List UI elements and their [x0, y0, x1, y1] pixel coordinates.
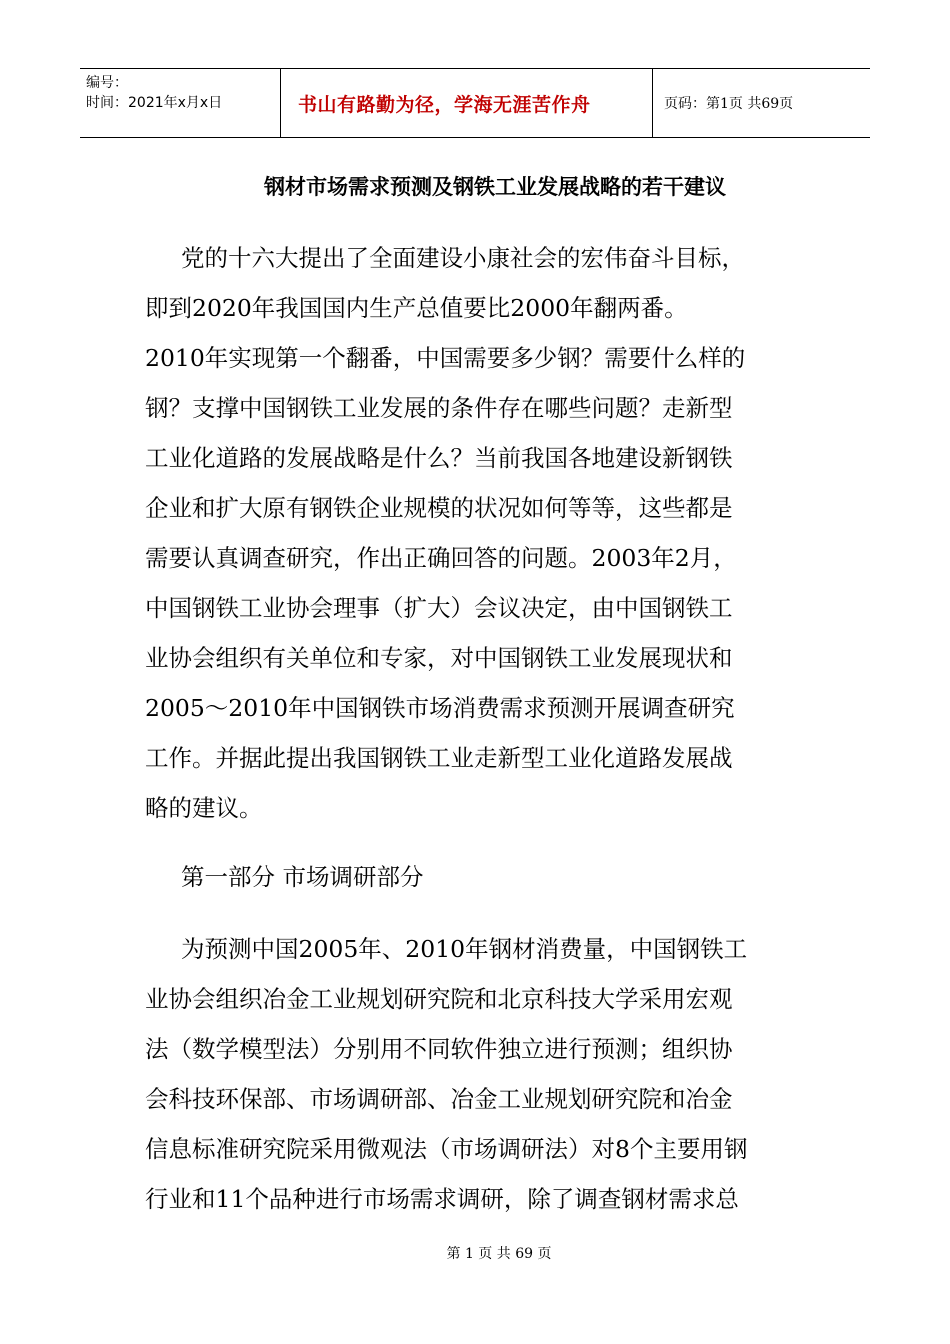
paragraph-line: 钢？支撑中国钢铁工业发展的条件存在哪些问题？走新型	[145, 394, 733, 422]
header-motto: 书山有路勤为径，学海无涯苦作舟	[280, 69, 653, 137]
paragraph-line: 2010年实现第一个翻番，中国需要多少钢？需要什么样的	[145, 344, 746, 372]
paragraph-line: 即到2020年我国国内生产总值要比2000年翻两番。	[145, 294, 688, 322]
paragraph-line: 企业和扩大原有钢铁企业规模的状况如何等等，这些都是	[145, 494, 733, 522]
header-meta	[80, 69, 280, 137]
document-date-label: 时间：2021年x月x日	[86, 95, 223, 111]
paragraph-line: 业协会组织有关单位和专家，对中国钢铁工业发展现状和	[145, 644, 733, 672]
page-header	[80, 68, 870, 138]
document-number-label: 编号：	[86, 75, 128, 91]
page-footer: 第 1 页 共 69 页	[446, 1246, 552, 1262]
paragraph-line: 中国钢铁工业协会理事（扩大）会议决定，由中国钢铁工	[145, 594, 733, 622]
document-title: 钢材市场需求预测及钢铁工业发展战略的若干建议	[264, 175, 726, 199]
paragraph-line: 党的十六大提出了全面建设小康社会的宏伟奋斗目标，	[181, 244, 745, 272]
paragraph-line: 2005～2010年中国钢铁市场消费需求预测开展调查研究	[145, 694, 735, 722]
paragraph-line: 略的建议。	[145, 794, 263, 822]
paragraph-line: 信息标准研究院采用微观法（市场调研法）对8个主要用钢	[145, 1135, 748, 1163]
paragraph-line: 工业化道路的发展战略是什么？当前我国各地建设新钢铁	[145, 444, 733, 472]
intro-paragraph	[145, 233, 805, 833]
paragraph-line: 法（数学模型法）分别用不同软件独立进行预测；组织协	[145, 1035, 733, 1063]
paragraph-line: 为预测中国2005年、2010年钢材消费量，中国钢铁工	[181, 935, 748, 963]
paragraph-line: 需要认真调查研究，作出正确回答的问题。2003年2月，	[145, 544, 737, 572]
header-page-info: 页码：第1页 共69页	[664, 96, 794, 112]
paragraph-line: 行业和11个品种进行市场需求调研，除了调查钢材需求总	[145, 1185, 739, 1213]
paragraph-line: 业协会组织冶金工业规划研究院和北京科技大学采用宏观	[145, 985, 733, 1013]
section-heading: 第一部分 市场调研部分	[181, 863, 424, 891]
paragraph-line: 工作。并据此提出我国钢铁工业走新型工业化道路发展战	[145, 744, 733, 772]
paragraph-line: 会科技环保部、市场调研部、冶金工业规划研究院和冶金	[145, 1085, 733, 1113]
section-paragraph	[145, 924, 805, 1224]
